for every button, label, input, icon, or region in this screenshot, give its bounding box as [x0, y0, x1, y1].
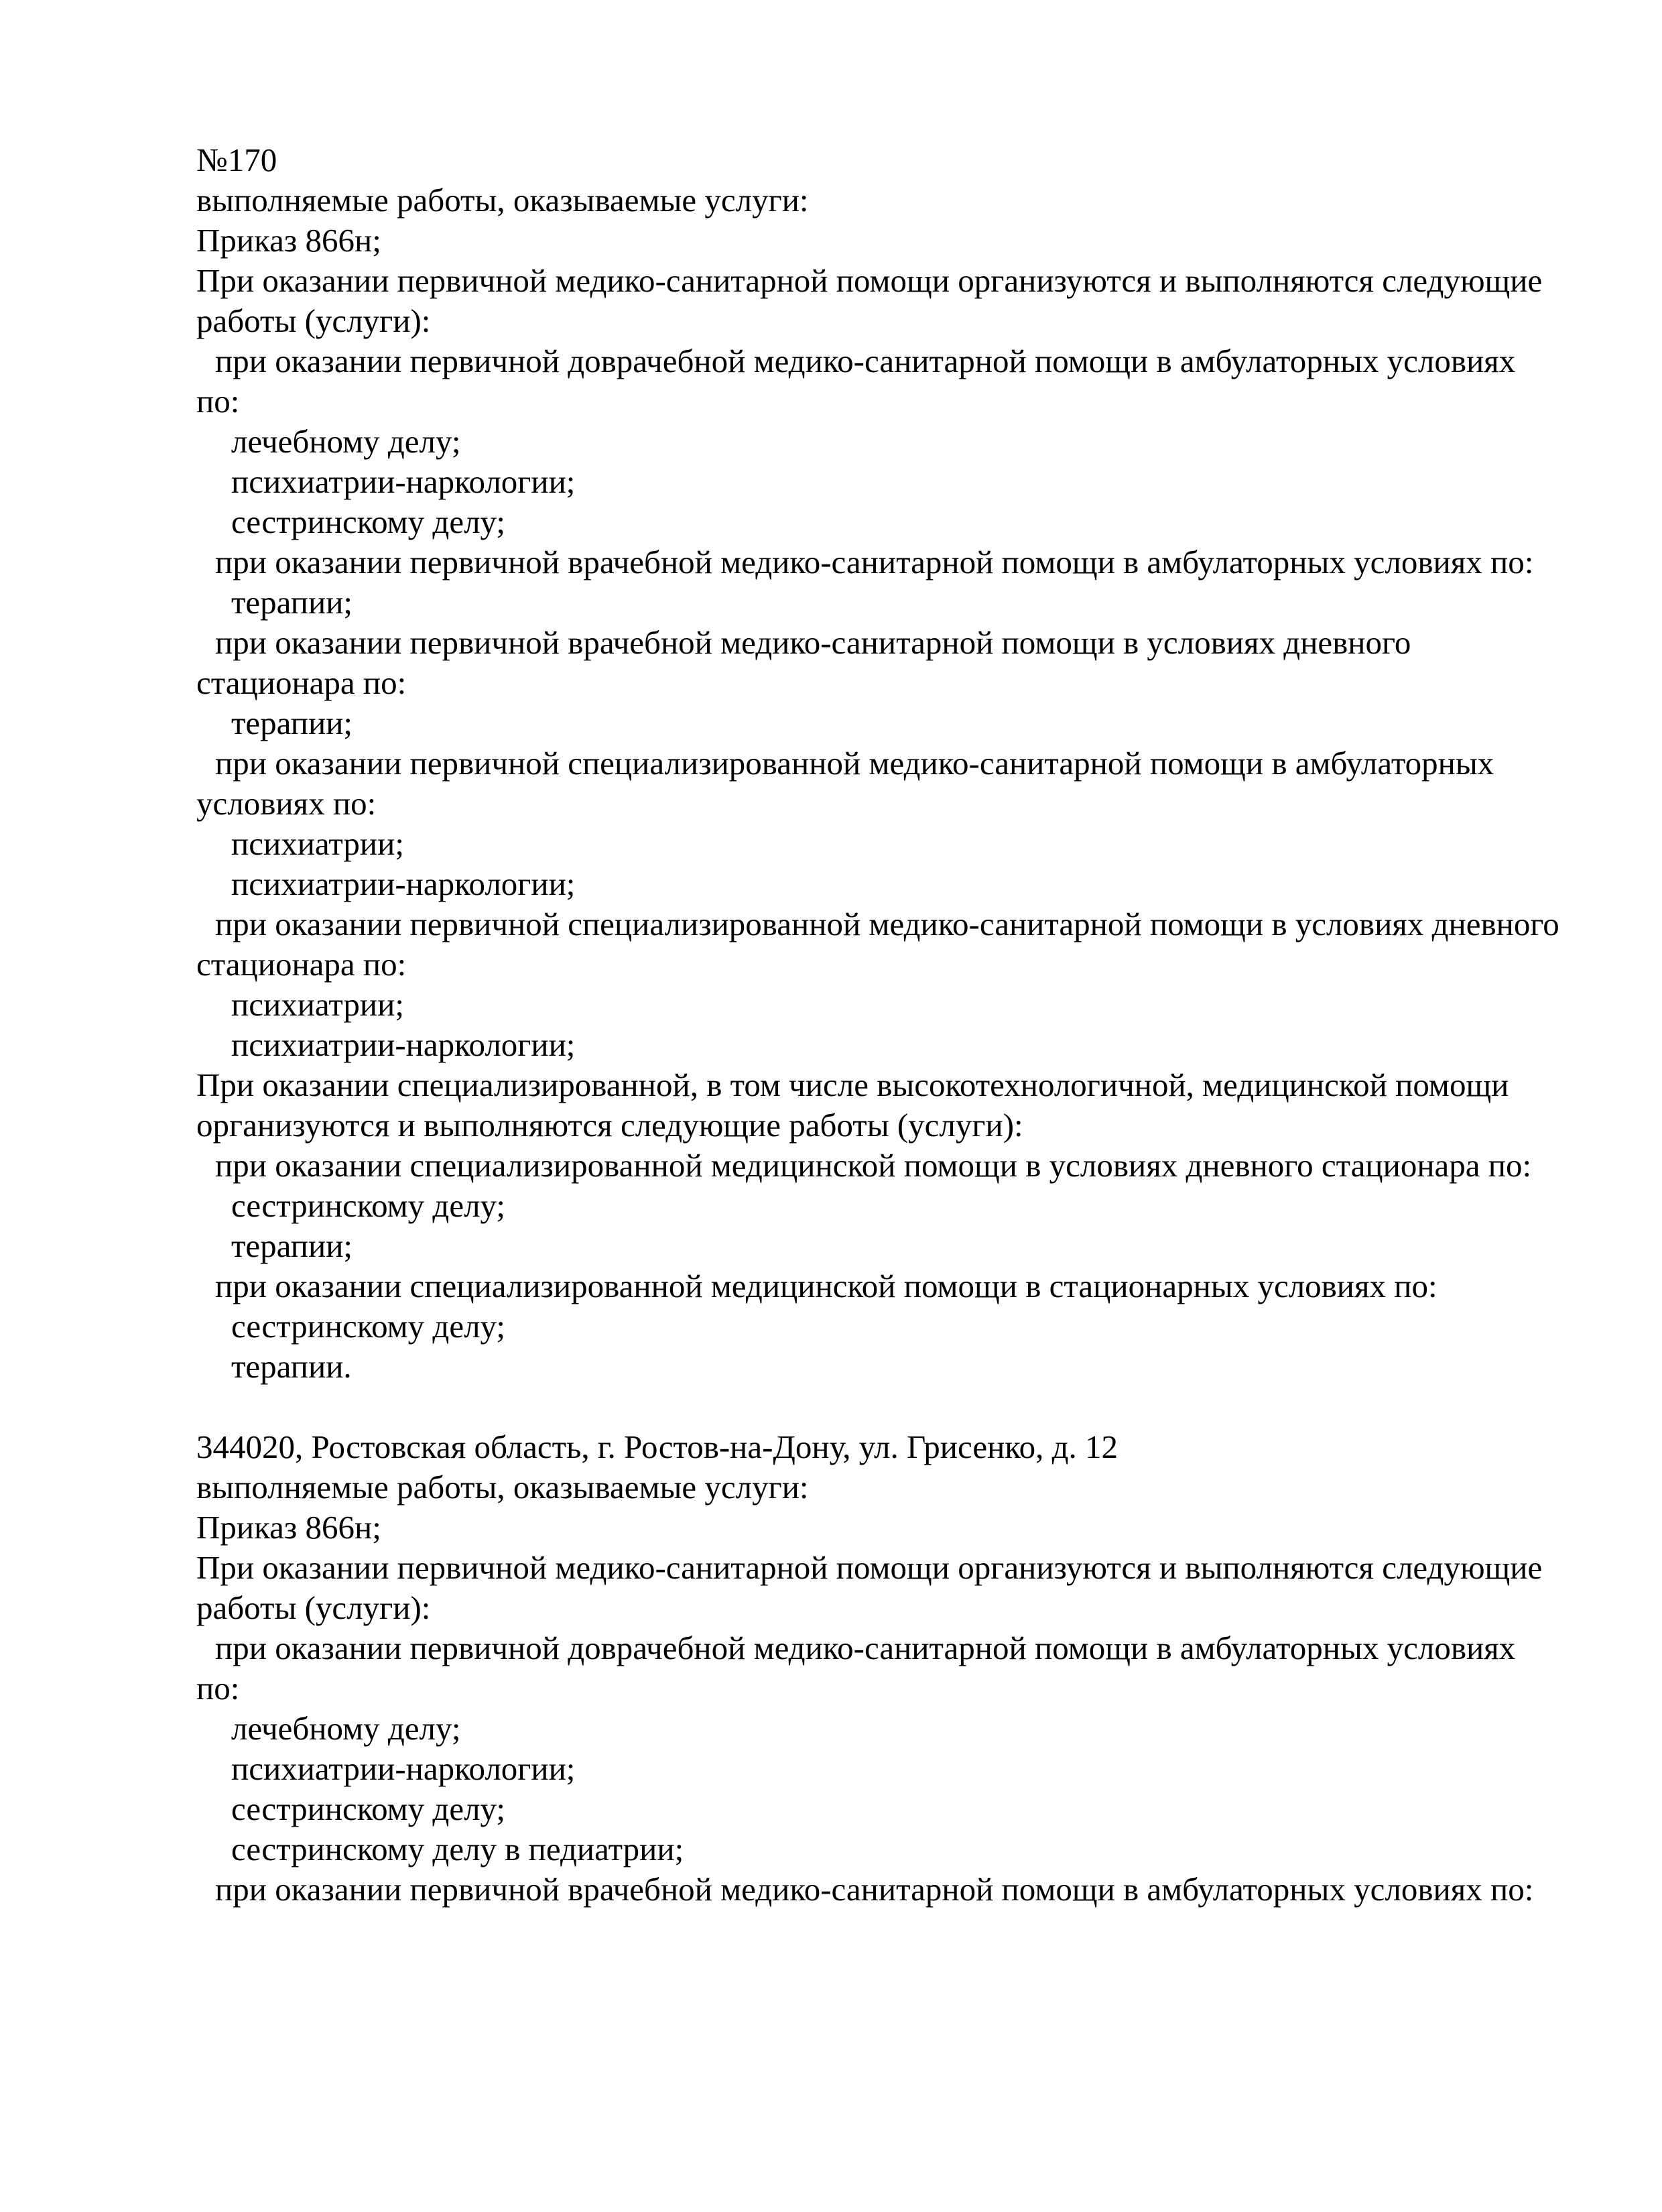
document-line: При оказании специализированной, в том числе высокотехнологичной, медицинской помощи: [196, 1066, 1509, 1103]
document-line: по:: [196, 1670, 240, 1707]
document-line: терапии;: [231, 1227, 353, 1264]
document-line: при оказании первичной доврачебной медико-санитарной помощи в амбулаторных условиях: [215, 343, 1516, 379]
document-line: сестринскому делу в педиатрии;: [231, 1831, 684, 1867]
document-line: сестринскому делу;: [231, 1790, 506, 1827]
document-line: стационара по:: [196, 664, 407, 701]
document-line: при оказании специализированной медицинской помощи в условиях дневного стационара по:: [215, 1147, 1532, 1184]
document-line: [196, 1387, 1624, 1427]
document-line: при оказании специализированной медицинской помощи в стационарных условиях по:: [215, 1268, 1437, 1304]
document-line: психиатрии-наркологии;: [231, 1750, 576, 1787]
document-line: организуются и выполняются следующие работы (услуги):: [196, 1107, 1023, 1144]
document-line: при оказании первичной врачебной медико-санитарной помощи в амбулаторных условиях по:: [215, 1871, 1534, 1908]
document-line: 344020, Ростовская область, г. Ростов-на-Дону, ул. Грисенко, д. 12: [196, 1428, 1118, 1465]
document-text-block: [196, 140, 1624, 1910]
document-line: терапии;: [231, 584, 353, 621]
document-line: работы (услуги):: [196, 302, 431, 339]
document-line: лечебному делу;: [231, 423, 461, 460]
document-line: при оказании первичной специализированной медико-санитарной помощи в условиях дневного: [215, 906, 1559, 942]
document-line: Приказ 866н;: [196, 222, 381, 259]
document-line: условиях по:: [196, 785, 377, 822]
document-line: сестринскому делу;: [231, 503, 506, 540]
document-line: лечебному делу;: [231, 1710, 461, 1747]
document-line: При оказании первичной медико-санитарной помощи организуются и выполняются следующие: [196, 1549, 1543, 1586]
document-line: психиатрии-наркологии;: [231, 865, 576, 902]
document-line: №170: [196, 141, 277, 178]
document-line: Приказ 866н;: [196, 1509, 381, 1546]
document-line: При оказании первичной медико-санитарной помощи организуются и выполняются следующие: [196, 262, 1543, 299]
document-line: при оказании первичной врачебной медико-санитарной помощи в условиях дневного: [215, 624, 1411, 661]
document-line: стационара по:: [196, 946, 407, 983]
document-line: психиатрии-наркологии;: [231, 463, 576, 500]
document-line: при оказании первичной врачебной медико-санитарной помощи в амбулаторных условиях по:: [215, 544, 1534, 580]
document-line: терапии.: [231, 1348, 352, 1385]
document-line: психиатрии-наркологии;: [231, 1026, 576, 1063]
document-line: психиатрии;: [231, 986, 404, 1023]
document-line: сестринскому делу;: [231, 1187, 506, 1224]
document-line: при оказании первичной доврачебной медико-санитарной помощи в амбулаторных условиях: [215, 1630, 1516, 1666]
document-line: при оказании первичной специализированной медико-санитарной помощи в амбулаторных: [215, 745, 1494, 782]
document-line: психиатрии;: [231, 825, 404, 862]
document-line: сестринскому делу;: [231, 1308, 506, 1345]
document-line: работы (услуги):: [196, 1589, 431, 1626]
document-line: терапии;: [231, 704, 353, 741]
document-line: выполняемые работы, оказываемые услуги:: [196, 182, 809, 219]
document-line: по:: [196, 383, 240, 420]
document-line: выполняемые работы, оказываемые услуги:: [196, 1469, 809, 1506]
